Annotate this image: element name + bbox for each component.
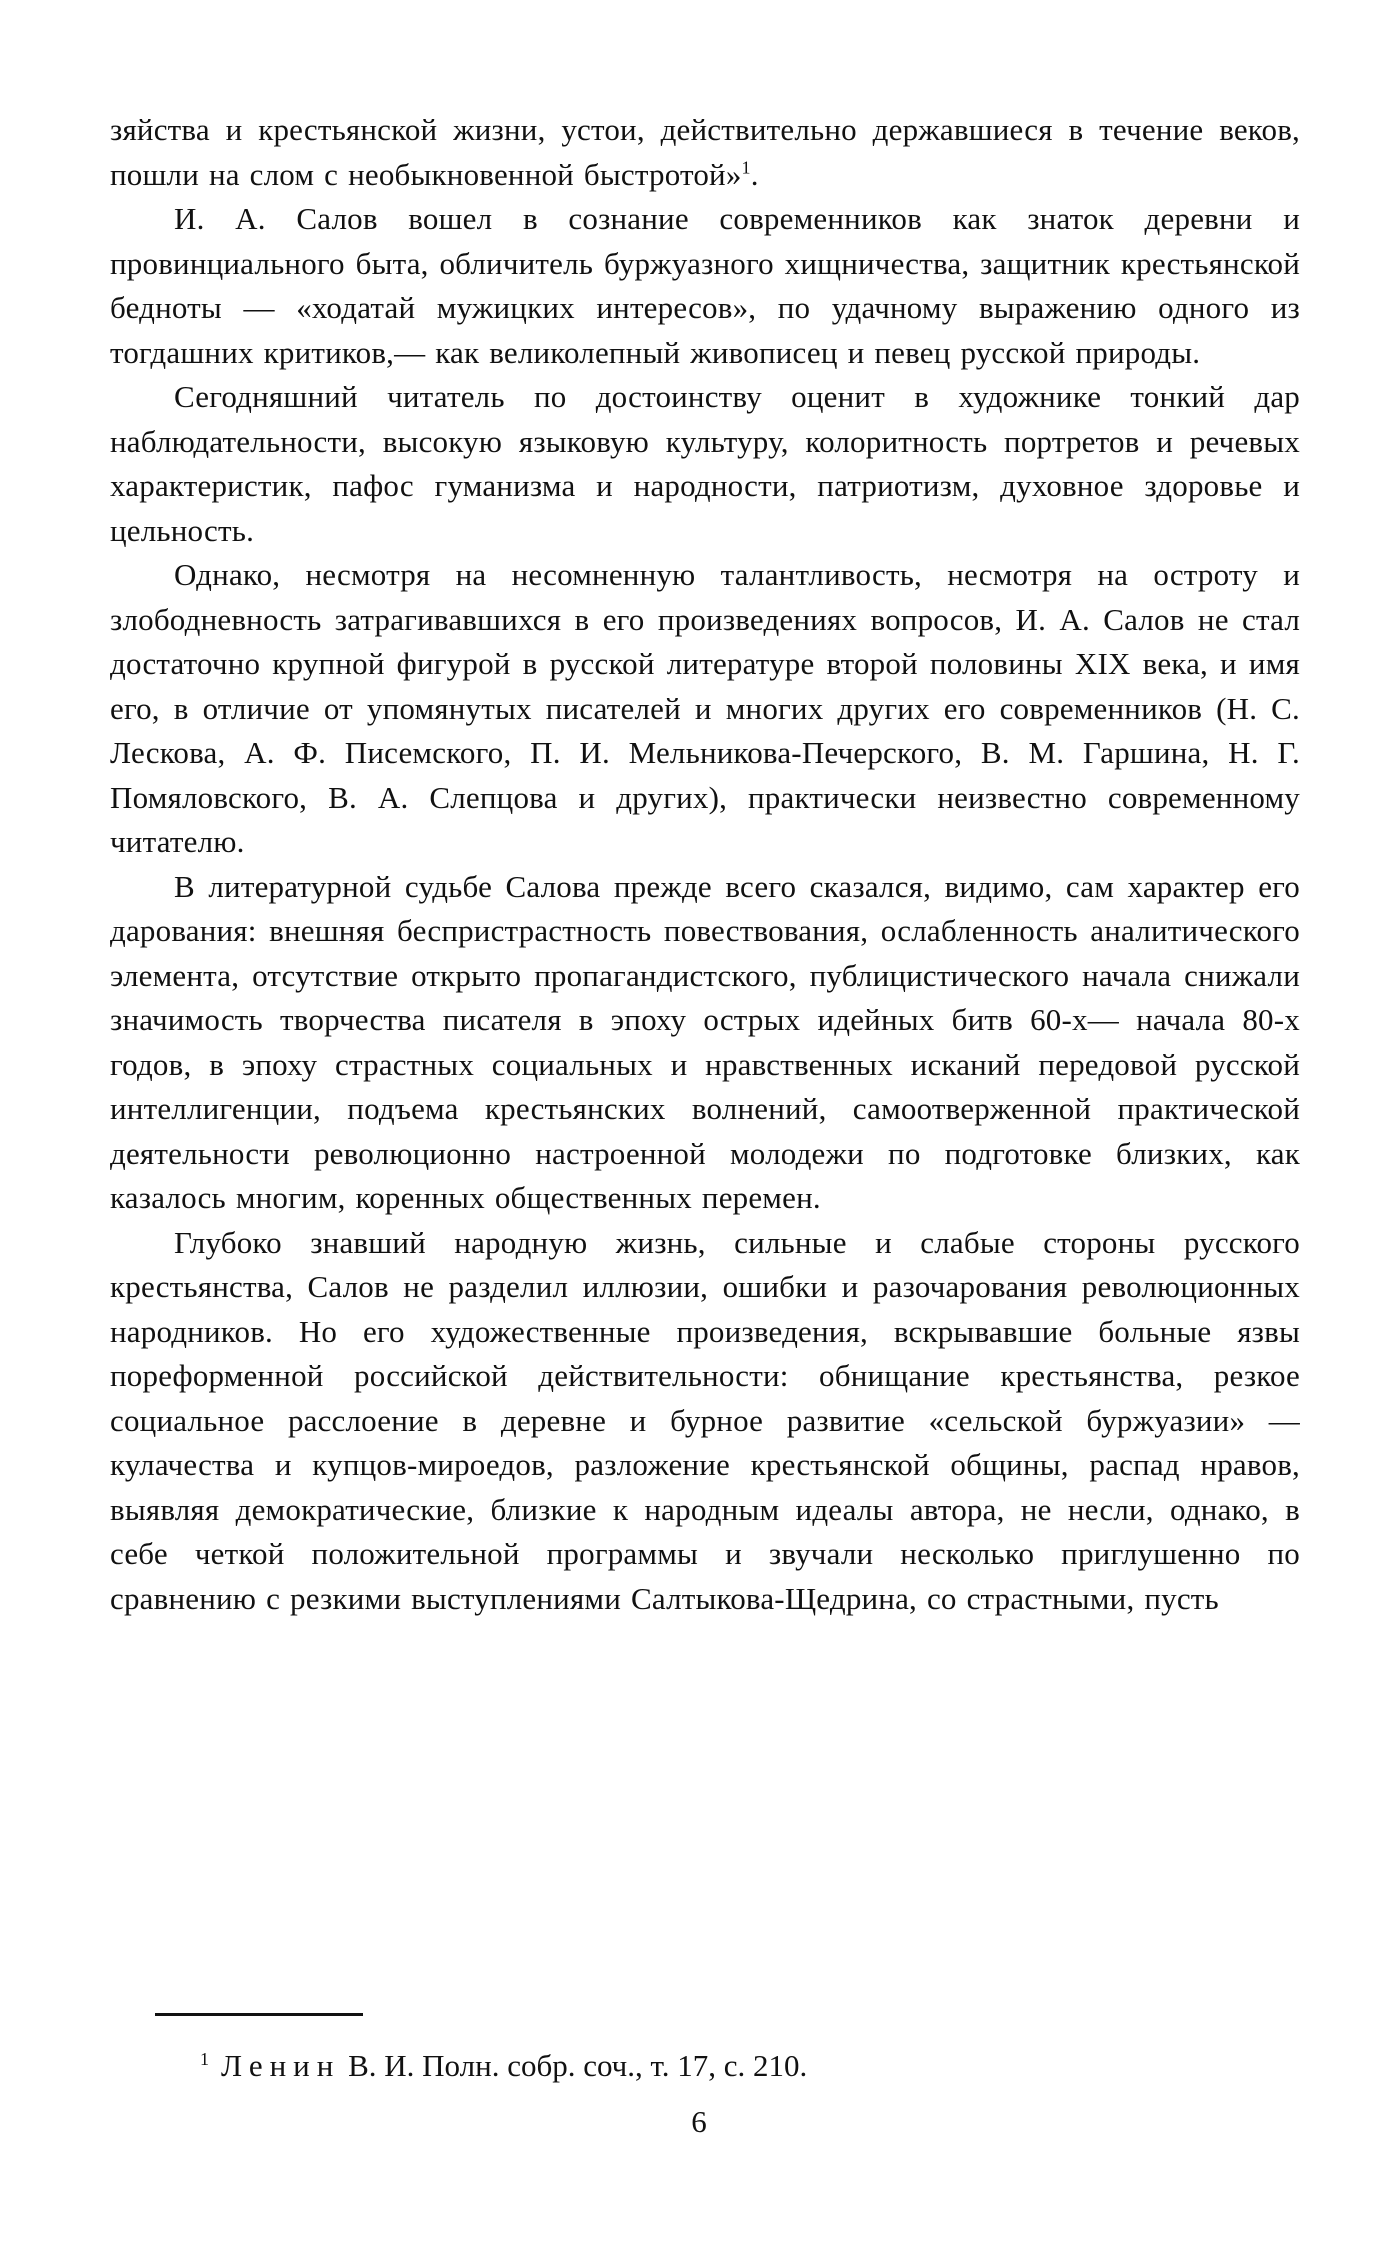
footnote-marker: 1 [200,2048,209,2069]
paragraph: И. А. Салов вошел в сознание современников как знаток деревни и провинциального быта, обличитель буржуазного хищничества, защитник крестьянской бедноты — «ходатай мужицких интересов», по удачному выражению одного из тогдашних критиков,— как великолепный живописец и певец русской природы. [110,201,1300,370]
page-body [110,108,1300,1621]
footnote-reference: 1 [741,157,751,178]
paragraph: Сегодняшний читатель по достоинству оценит в художнике тонкий дар наблюдательности, высокую языковую культуру, колоритность портретов и речевых характеристик, пафос гуманизма и народности, патриотизм, духовное здоровье и цельность. [110,379,1300,548]
paragraph: Однако, несмотря на несомненную талантливость, несмотря на остроту и злободневность затрагивавшихся в его произведениях вопросов, И. А. Салов не стал достаточно крупной фигурой в русской литературе второй половины XIX века, и имя его, в отличие от упомянутых писателей и многих других его современников (Н. С. Лескова, А. Ф. Писемского, П. И. Мельникова-Печерского, В. М. Гаршина, Н. Г. Помяловского, В. А. Слепцова и других), практически неизвестно современному читателю. [110,557,1300,859]
paragraph: Глубоко знавший народную жизнь, сильные и слабые стороны русского крестьянства, Салов не разделил иллюзии, ошибки и разочарования революционных народников. Но его художественные произведения, вскрывавшие больные язвы пореформенной российской действительности: обнищание крестьянства, резкое социальное расслоение в деревне и бурное развитие «сельской буржуазии» — кулачества и купцов-мироедов, разложение крестьянской общины, распад нравов, выявляя демократические, близкие к народным идеалы автора, не несли, однако, в себе четкой положительной программы и звучали несколько приглушенно по сравнению с резкими выступлениями Салтыкова-Щедрина, со страстными, пусть [110,1224,1300,1616]
footnote [200,2046,807,2086]
paragraph-continued: зяйства и крестьянской жизни, устои, действительно державшиеся в течение веков, пошли на слом с необыкновенной быстротой»$^1$. [110,112,1300,192]
paragraph-text: зяйства и крестьянской жизни, устои, действительно державшиеся в течение веков, пошли на слом с необыкновенной быстротой» [110,112,1300,192]
page-number: 6 [691,2104,707,2139]
footnote-divider [155,2013,363,2016]
footnote-citation: В. И. Полн. собр. соч., т. 17, с. 210. [340,2048,808,2083]
footnote-author: Ленин [221,2048,341,2083]
paragraph: В литературной судьбе Салова прежде всего сказался, видимо, сам характер его дарования: внешняя беспристрастность повествования, ослабленность аналитического элемента, отсутствие открыто пропагандистского, публицистического начала снижали значимость творчества писателя в эпоху острых идейных битв 60-х— начала 80-х годов, в эпоху страстных социальных и нравственных исканий передовой русской интеллигенции, подъема крестьянских волнений, самоотверженной практической деятельности революционно настроенной молодежи по подготовке близких, как казалось многим, коренных общественных перемен. [110,868,1300,1215]
